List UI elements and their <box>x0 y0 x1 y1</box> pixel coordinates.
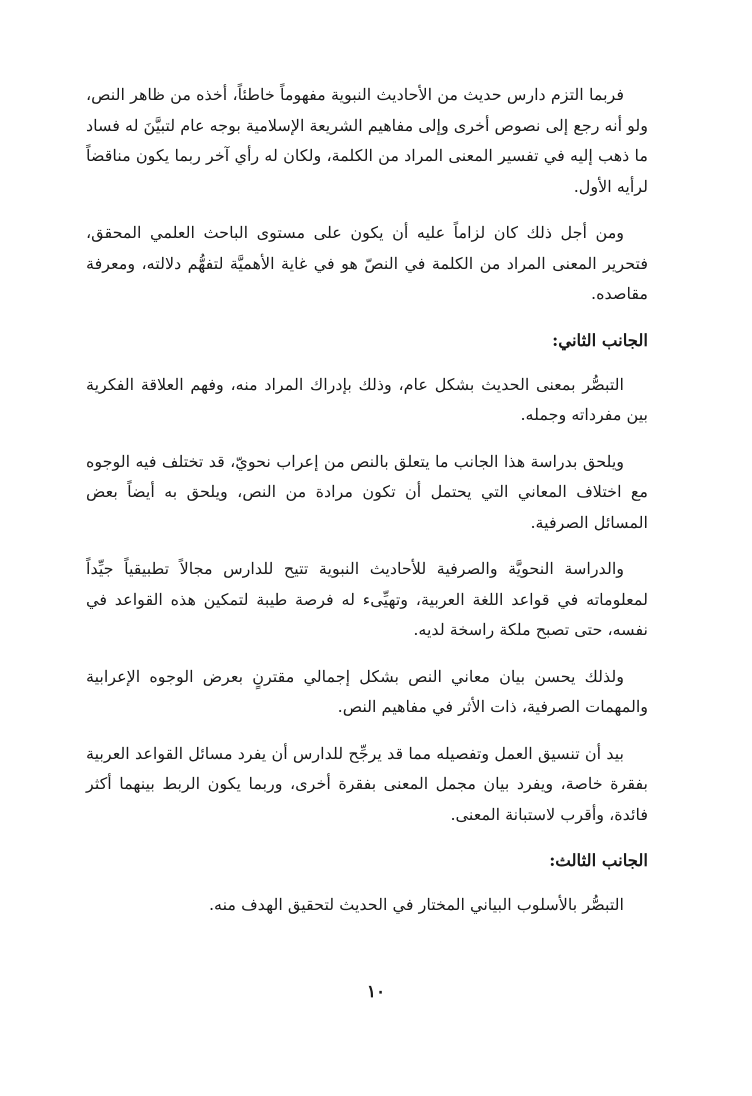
section-heading: الجانب الثالث: <box>549 851 648 870</box>
paragraph: والدراسة النحويَّة والصرفية للأحاديث النبوية تتيح للدارس مجالاً تطبيقياً جيِّداً لمعلوماته في قواعد اللغة العربية، وتهيِّىء له فرصة طيبة لتمكين هذه القواعد في نفسه، حتى تصبح ملكة راسخة لديه. <box>86 559 648 639</box>
section-heading: الجانب الثاني: <box>552 330 648 350</box>
paragraph: بيد أن تنسيق العمل وتفصيله مما قد يرجِّح للدارس أن يفرد مسائل القواعد العربية بفقرة خاصة، ويفرد بيان مجمل المعنى بفقرة أخرى، وربما يكون الربط بينهما أكثر فائدة، وأقرب لاستبانة المعنى. <box>86 743 648 824</box>
page-number: ١٠ <box>366 982 386 1002</box>
paragraph: التبصُّر بمعنى الحديث بشكل عام، وذلك بإدراك المراد منه، وفهم العلاقة الفكرية بين مفرداته وجمله. <box>86 374 648 424</box>
paragraph: ولذلك يحسن بيان معاني النص بشكل إجمالي مقترنٍ بعرض الوجوه الإعرابية والمهمات الصرفية، ذات الأثر في مفاهيم النص. <box>86 666 648 716</box>
paragraph: ويلحق بدراسة هذا الجانب ما يتعلق بالنص من إعراب نحويّ، قد تختلف فيه الوجوه مع اختلاف المعاني التي يحتمل أن تكون مرادة من النص، ويلحق به أيضاً بعض المسائل الصرفية. <box>86 451 649 532</box>
paragraph: فربما التزم دارس حديث من الأحاديث النبوية مفهوماً خاطئاً، أخذه من ظاهر النص، ولو أنه رجع إلى نصوص أخرى وإلى مفاهيم الشريعة الإسلامية بوجه عام لتبيَّنَ له فساد ما ذهب إليه في تفسير المعنى المراد من الكلمة، ولكان له رأي آخر ربما يكون مناقضاً لرأيه الأول. <box>86 85 649 196</box>
paragraph: التبصُّر بالأسلوب البياني المختار في الحديث لتحقيق الهدف منه. <box>208 895 624 914</box>
paragraph: ومن أجل ذلك كان لزاماً عليه أن يكون على مستوى الباحث العلمي المحقق، فتحرير المعنى المراد من الكلمة في النصّ هو في غاية الأهميَّة لتفهُّم دلالته، ومعرفة مقاصده. <box>86 223 648 303</box>
